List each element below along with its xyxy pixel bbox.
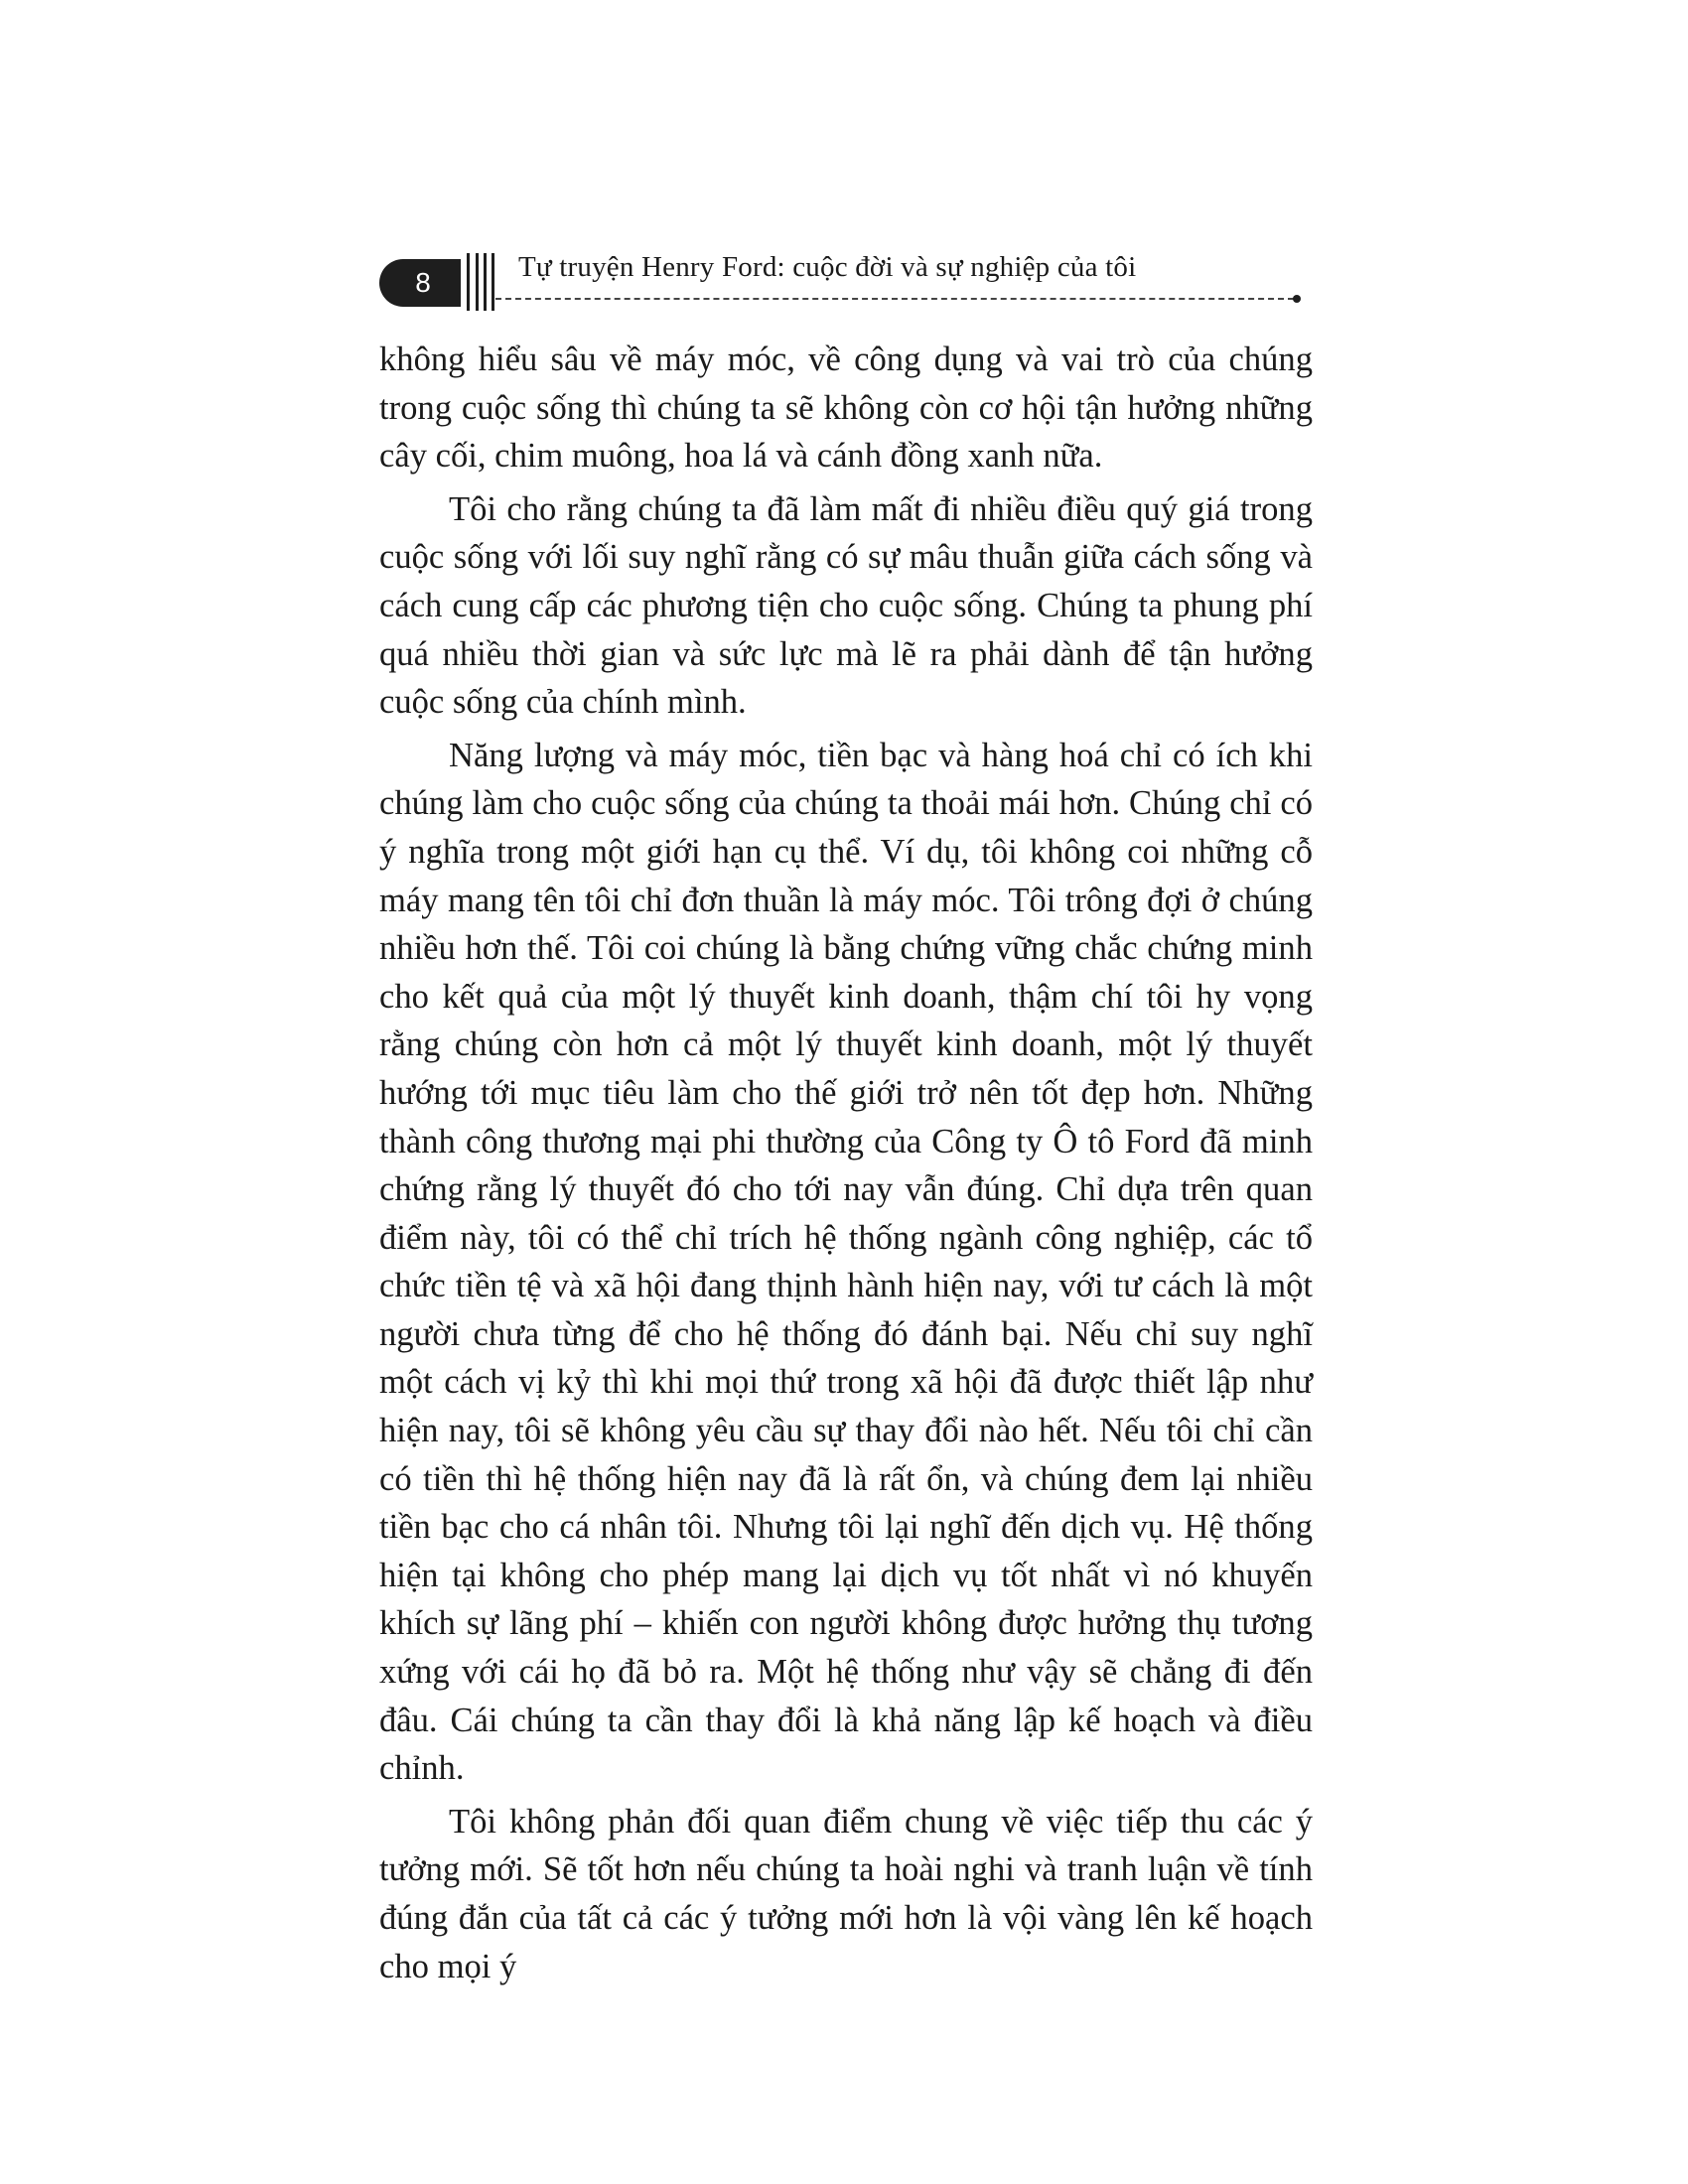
header-dashed-rule xyxy=(495,298,1294,300)
body-text xyxy=(379,336,1313,1995)
header-bar xyxy=(467,253,470,311)
header-bar-ornament xyxy=(467,253,506,311)
paragraph: Tôi cho rằng chúng ta đã làm mất đi nhiều điều quý giá trong cuộc sống với lối suy nghĩ rằng có sự mâu thuẫn giữa cách sống và cách cung cấp các phương tiện cho cuộc sống. Chúng ta phung phí quá nhiều thời gian và sức lực mà lẽ ra phải dành để tận hưởng cuộc sống của chính mình. xyxy=(379,489,1313,722)
header-bar xyxy=(476,253,479,311)
header-bar xyxy=(484,253,487,311)
paragraph: Tôi không phản đối quan điểm chung về việc tiếp thu các ý tưởng mới. Sẽ tốt hơn nếu chúng ta hoài nghi và tranh luận về tính đúng đắn của tất cả các ý tưởng mới hơn là vội vàng lên kế hoạch cho mọi ý xyxy=(379,1802,1313,1985)
paragraph: Năng lượng và máy móc, tiền bạc và hàng hoá chỉ có ích khi chúng làm cho cuộc sống của chúng ta thoải mái hơn. Chúng chỉ có ý nghĩa trong một giới hạn cụ thể. Ví dụ, tôi không coi những cỗ máy mang tên tôi chỉ đơn thuần là máy móc. Tôi trông đợi ở chúng nhiều hơn thế. Tôi coi chúng là bằng chứng vững chắc chứng minh cho kết quả của một lý thuyết kinh doanh, thậm chí tôi hy vọng rằng chúng còn hơn cả một lý thuyết kinh doanh, một lý thuyết hướng tới mục tiêu làm cho thế giới trở nên tốt đẹp hơn. Những thành công thương mại phi thường của Công ty Ô tô Ford đã minh chứng rằng lý thuyết đó cho tới nay vẫn đúng. Chỉ dựa trên quan điểm này, tôi có thể chỉ trích hệ thống ngành công nghiệp, các tổ chức tiền tệ và xã hội đang thịnh hành hiện nay, với tư cách là một người chưa từng để cho hệ thống đó đánh bại. Nếu chỉ suy nghĩ một cách vị kỷ thì khi mọi thứ trong xã hội đã được thiết lập như hiện nay, tôi sẽ không yêu cầu sự thay đổi nào hết. Nếu tôi chỉ cần có tiền thì hệ thống hiện nay đã là rất ổn, và chúng đem lại nhiều tiền bạc cho cá nhân tôi. Nhưng tôi lại nghĩ đến dịch vụ. Hệ thống hiện tại không cho phép mang lại dịch vụ tốt nhất vì nó khuyến khích sự lãng phí – khiến con người không được hưởng thụ tương xứng với cái họ đã bỏ ra. Một hệ thống như vậy sẽ chẳng đi đến đâu. Cái chúng ta cần thay đổi là khả năng lập kế hoạch và điều chỉnh. xyxy=(379,736,1313,1788)
header-rule-end-dot xyxy=(1293,295,1301,303)
running-title: Tự truyện Henry Ford: cuộc đời và sự nghiệp của tôi xyxy=(518,251,1137,283)
paragraph: không hiểu sâu về máy móc, về công dụng và vai trò của chúng trong cuộc sống thì chúng ta sẽ không còn cơ hội tận hưởng những cây cối, chim muông, hoa lá và cánh đồng xanh nữa. xyxy=(379,341,1313,476)
header-bar xyxy=(492,253,494,311)
page-number-badge: 8 xyxy=(379,259,461,307)
running-header xyxy=(379,251,1313,307)
